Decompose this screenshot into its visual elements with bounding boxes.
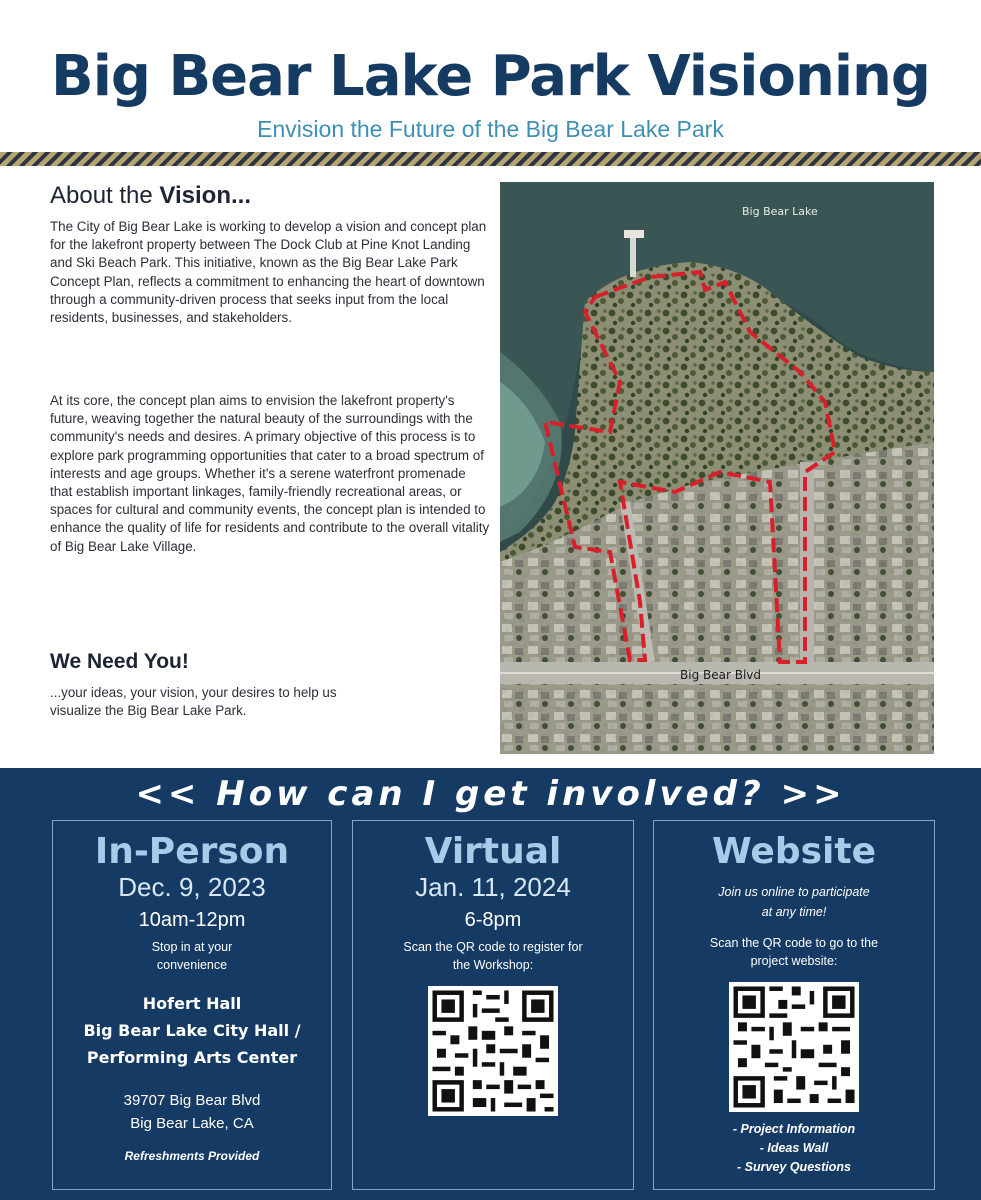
about-heading-bold: Vision... [159,182,252,209]
in-person-note: Stop in at your convenience [151,940,233,972]
in-person-card [52,820,332,1190]
bullet-project-info: - Project Information [732,1122,856,1136]
aerial-map [500,182,934,754]
in-person-title: In-Person [94,831,290,872]
virtual-title: Virtual [424,831,562,872]
in-person-venue [53,990,331,1071]
website-title: Website [711,831,876,872]
website-note: Scan the QR code to go to the project website: [709,936,879,968]
venue-line-3: Performing Arts Center [86,1048,298,1067]
involvement-title: << How can I get involved? >> [135,774,846,814]
map-road-label: Big Bear Blvd [680,668,761,682]
address-line-2: Big Bear Lake, CA [130,1115,254,1132]
need-text: ...your ideas, your vision, your desires to help us visualize the Big Bear Lake Park. [50,685,337,719]
address-line-1: 39707 Big Bear Blvd [123,1092,261,1109]
page-title: Big Bear Lake Park Visioning [51,44,930,109]
website-card [653,820,935,1190]
map-lake-label: Big Bear Lake [742,205,818,218]
bullet-survey: - Survey Questions [737,1160,851,1174]
workshop-qr-code[interactable] [428,986,558,1116]
need-heading: We Need You! [50,650,189,673]
in-person-date: Dec. 9, 2023 [118,872,266,902]
venue-line-1: Hofert Hall [142,994,242,1013]
about-heading-prefix: About the [50,182,160,209]
bullet-ideas-wall: - Ideas Wall [759,1141,829,1155]
virtual-date: Jan. 11, 2024 [415,872,571,902]
in-person-address [53,1089,331,1135]
about-paragraph-2: At its core, the concept plan aims to envision the lakefront property's future, weaving together the natural beauty of the surroundings with the community's needs and desires. A primary objective of this process is to explore park programming opportunities that cater to a broad spectrum of interests and age groups. Whether it's a serene waterfront promenade that establish important linkages, family-friendly recreational areas, or spaces for cultural and community events, the concept plan is intended to enhance the quality of life for residents and contribute to the overall vitality of Big Bear Lake Village. [50,393,490,554]
virtual-note: Scan the QR code to register for the Workshop: [403,940,583,972]
page-subtitle: Envision the Future of the Big Bear Lake Park [257,116,724,142]
rope-divider [0,152,981,166]
virtual-time: 6-8pm [464,909,522,931]
website-intro: Join us online to participate at any time! [718,885,870,919]
about-paragraph-1: The City of Big Bear Lake is working to develop a vision and concept plan for the lakefront property between The Dock Club at Pine Knot Landing and Ski Beach Park. This initiative, known as the Big Bear Lake Park Concept Plan, reflects a commitment to enhancing the heart of downtown through a community-driven process that seeks input from the local residents, businesses, and stakeholders. [50,219,487,326]
website-qr-code[interactable] [729,982,859,1112]
website-bullets [654,1120,934,1177]
in-person-time: 10am-12pm [138,909,246,931]
aerial-map-image [500,182,934,754]
refreshments-note: Refreshments Provided [124,1149,260,1163]
about-heading [50,182,251,210]
venue-line-2: Big Bear Lake City Hall / [83,1021,301,1040]
virtual-card [352,820,634,1190]
